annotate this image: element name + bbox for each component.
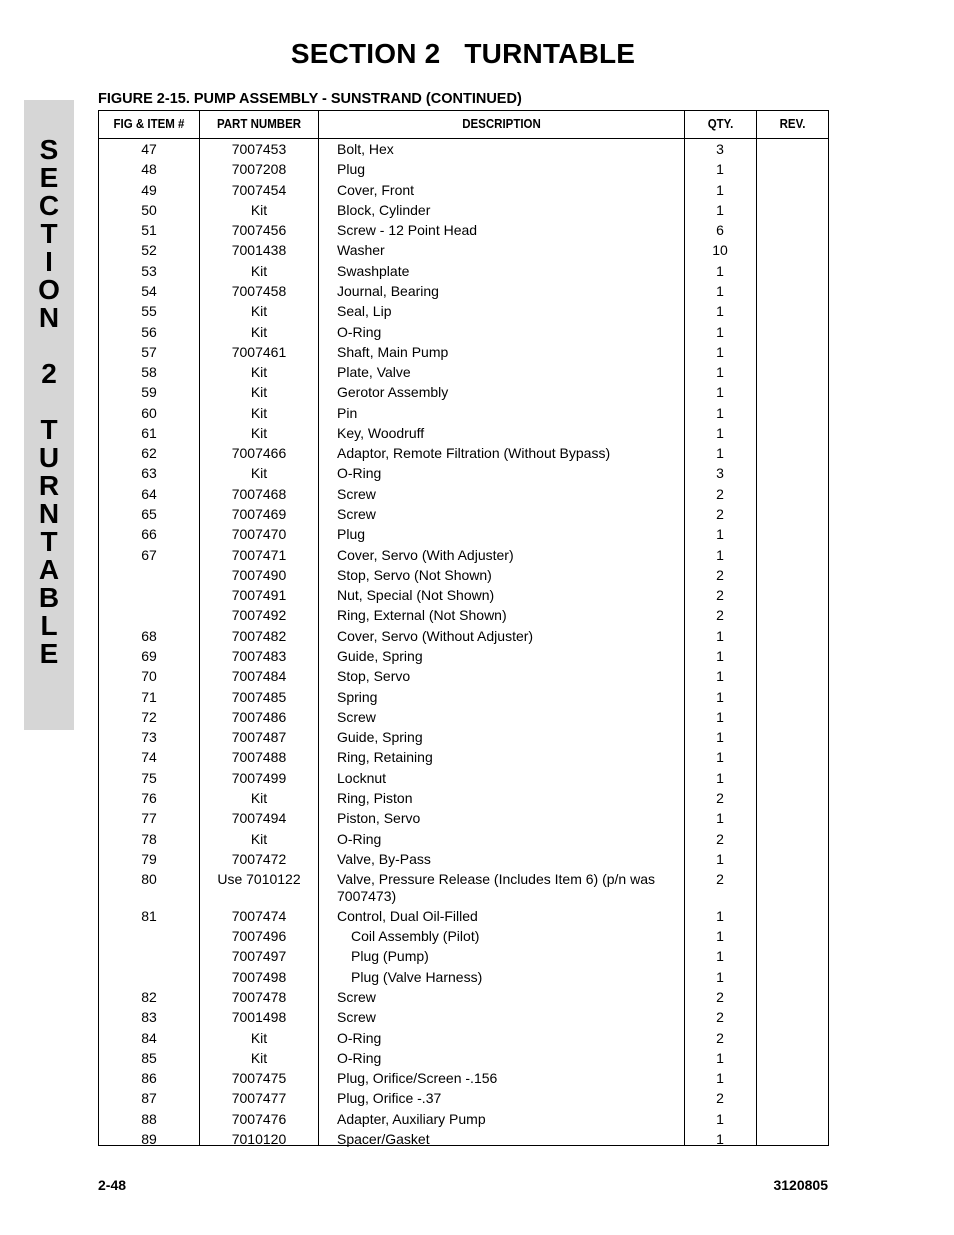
table-row [99,324,828,341]
part-number: Kit [250,323,268,340]
part-number: 7007483 [231,648,287,664]
quantity: 1 [716,948,724,965]
table-row [99,790,828,807]
table-row [99,384,828,401]
quantity: 1 [716,769,724,786]
header-divider [99,138,828,139]
description-continued: 7007473) [337,888,397,905]
description: Screw [337,1009,376,1026]
description: Pin [337,404,358,421]
part-number: Kit [250,404,268,421]
side-tab-letter: N [38,302,60,333]
quantity: 2 [716,485,724,502]
side-tab-letter: N [38,498,60,529]
part-number: 7007469 [231,506,287,523]
description: Plug [337,161,366,178]
description: Bolt, Hex [337,141,394,157]
table-row [99,1111,828,1128]
part-number: 7007470 [231,526,287,543]
table-row [99,1009,828,1026]
part-number: Kit [250,1029,268,1046]
quantity: 2 [716,1009,724,1026]
item-number: 60 [141,404,157,421]
item-number: 47 [141,141,157,157]
section-side-tab [24,100,74,730]
quantity: 1 [716,1049,724,1066]
description: Adaptor, Remote Filtration (Without Bypass) [337,445,611,462]
description: O-Ring [337,323,382,340]
description: Swashplate [337,262,410,279]
part-number: 7007474 [231,907,287,924]
table-row [99,871,828,905]
table-row [99,182,828,199]
parts-table [98,110,829,1146]
item-number: 73 [141,729,157,746]
side-tab-letter: I [45,246,53,277]
table-row [99,1050,828,1067]
item-number: 80 [141,871,157,888]
part-number: 7007454 [231,181,287,198]
description: Adapter, Auxiliary Pump [337,1110,486,1127]
quantity: 1 [716,968,724,985]
description: Cover, Front [337,181,415,198]
item-number: 54 [141,282,157,299]
part-number: 7007487 [231,729,287,746]
side-tab-letter: T [40,526,58,557]
item-number: 76 [141,789,157,806]
part-number: 7007499 [231,769,287,786]
table-row [99,709,828,726]
quantity: 2 [716,830,724,847]
part-number: 7007492 [231,607,287,624]
description: Ring, Retaining [337,749,433,766]
side-tab-letter [24,388,74,416]
quantity: 10 [712,242,728,259]
quantity: 1 [716,161,724,178]
part-number: 7007496 [231,928,287,945]
description: Stop, Servo [337,668,411,685]
part-number: 7007453 [231,141,287,157]
side-tab-letter: C [38,190,60,221]
item-number: 68 [141,627,157,644]
item-number: 59 [141,384,157,401]
item-number: 49 [141,181,157,198]
quantity: 1 [716,810,724,827]
part-number: 7007498 [231,968,287,985]
table-row [99,648,828,665]
description: Ring, Piston [337,789,413,806]
description: Valve, Pressure Release (Includes Item 6) (p/n was [337,871,655,888]
quantity: 6 [716,222,724,239]
side-tab-letter: B [38,582,60,613]
table-row [99,908,828,925]
part-number: Kit [250,384,268,401]
quantity: 1 [716,526,724,543]
table-row [99,303,828,320]
part-number: Kit [250,364,268,381]
quantity: 1 [716,201,724,218]
side-tab-letter: E [39,638,59,669]
quantity: 1 [716,364,724,381]
part-number: 7010120 [231,1130,287,1147]
header-part-number: PART NUMBER [216,117,302,131]
table-row [99,928,828,945]
table-row [99,222,828,239]
part-number: 7007468 [231,485,287,502]
table-row [99,729,828,746]
item-number: 65 [141,506,157,523]
table-row [99,851,828,868]
item-number: 71 [141,688,157,705]
description: Valve, By-Pass [337,850,431,867]
item-number: 79 [141,850,157,867]
item-number: 53 [141,262,157,279]
header-qty: QTY. [707,117,734,131]
item-number: 67 [141,546,157,563]
table-row [99,1090,828,1107]
item-number: 82 [141,988,157,1005]
item-number: 55 [141,303,157,320]
side-tab-letter: E [39,162,59,193]
table-row [99,161,828,178]
item-number: 78 [141,830,157,847]
figure-title: FIGURE 2-15. PUMP ASSEMBLY - SUNSTRAND (CONTINUED) [98,91,522,107]
item-number: 81 [141,907,157,924]
quantity: 1 [716,708,724,725]
section-title: SECTION 2 TURNTABLE [290,38,636,69]
quantity: 1 [716,343,724,360]
part-number: 7001438 [231,242,287,259]
table-row [99,689,828,706]
quantity: 1 [716,648,724,664]
item-number: 62 [141,445,157,462]
table-row [99,283,828,300]
description: Plate, Valve [337,364,411,381]
description: Screw [337,988,376,1005]
part-number: Kit [250,424,268,441]
part-number: 7007458 [231,282,287,299]
part-number: 7007485 [231,688,287,705]
part-number: 7007491 [231,587,287,604]
table-row [99,810,828,827]
quantity: 1 [716,1070,724,1087]
quantity: 2 [716,1029,724,1046]
table-row [99,1070,828,1087]
side-tab-letters [24,136,74,668]
description: Plug [337,526,366,543]
description: Spring [337,688,378,705]
table-row [99,547,828,564]
description: Guide, Spring [337,729,423,746]
item-number: 70 [141,668,157,685]
item-number: 75 [141,769,157,786]
quantity: 1 [716,1110,724,1127]
table-row [99,242,828,259]
item-number: 83 [141,1009,157,1026]
part-number: Kit [250,201,268,218]
part-number: Use 7010122 [217,871,301,888]
description: Spacer/Gasket [337,1130,430,1147]
item-number: 69 [141,648,157,664]
quantity: 2 [716,587,724,604]
header-rev: REV. [779,117,806,131]
description: O-Ring [337,1029,382,1046]
quantity: 1 [716,384,724,401]
quantity: 1 [716,850,724,867]
quantity: 1 [716,729,724,746]
part-number: 7007490 [231,566,287,583]
table-row [99,202,828,219]
table-row [99,486,828,503]
table-row [99,425,828,442]
item-number: 56 [141,323,157,340]
part-number: 7007497 [231,948,287,965]
quantity: 1 [716,928,724,945]
item-number: 51 [141,222,157,239]
description: Ring, External (Not Shown) [337,607,507,624]
quantity: 1 [716,1130,724,1147]
part-number: 7007476 [231,1110,287,1127]
description: Screw - 12 Point Head [337,222,478,239]
quantity: 1 [716,907,724,924]
part-number: 7007494 [231,810,287,827]
part-number: 7007461 [231,343,287,360]
item-number: 50 [141,201,157,218]
table-row [99,567,828,584]
quantity: 2 [716,506,724,523]
part-number: Kit [250,465,268,482]
side-tab-letter: T [40,218,58,249]
part-number: 7007482 [231,627,287,644]
table-row [99,989,828,1006]
part-number: Kit [250,830,268,847]
table-row [99,405,828,422]
description: Screw [337,485,376,502]
item-number: 64 [141,485,157,502]
part-number: 7007475 [231,1070,287,1087]
item-number: 52 [141,242,157,259]
header-item: FIG & ITEM # [113,117,185,131]
item-number: 88 [141,1110,157,1127]
part-number: 7007466 [231,445,287,462]
quantity: 1 [716,181,724,198]
item-number: 87 [141,1090,157,1107]
quantity: 2 [716,988,724,1005]
item-number: 48 [141,161,157,178]
part-number: 7001498 [231,1009,287,1026]
description: Shaft, Main Pump [337,343,449,360]
table-row [99,526,828,543]
part-number: 7007472 [231,850,287,867]
part-number: 7007477 [231,1090,287,1107]
quantity: 2 [716,1090,724,1107]
description: Plug, Orifice/Screen -.156 [337,1070,498,1087]
quantity: 1 [716,749,724,766]
part-number: 7007488 [231,749,287,766]
quantity: 3 [716,465,724,482]
part-number: 7007484 [231,668,287,685]
item-number: 66 [141,526,157,543]
part-number: 7007471 [231,546,287,563]
description: Cover, Servo (Without Adjuster) [337,627,534,644]
side-tab-letter: T [40,414,58,445]
part-number: Kit [250,1049,268,1066]
quantity: 1 [716,668,724,685]
description: Seal, Lip [337,303,392,320]
description: Cover, Servo (With Adjuster) [337,546,514,563]
description: Piston, Servo [337,810,421,827]
side-tab-letter: L [40,610,58,641]
item-number: 84 [141,1029,157,1046]
description: Journal, Bearing [337,282,439,299]
quantity: 1 [716,627,724,644]
quantity: 1 [716,404,724,421]
description: Washer [337,242,385,259]
side-tab-letter: S [39,134,59,165]
side-tab-letter: A [38,554,60,585]
description: Guide, Spring [337,648,423,664]
part-number: 7007456 [231,222,287,239]
description: O-Ring [337,465,382,482]
quantity: 2 [716,789,724,806]
quantity: 1 [716,546,724,563]
part-number: 7007208 [231,161,287,178]
description: Gerotor Assembly [337,384,449,401]
side-tab-letter: 2 [41,358,57,389]
table-row [99,668,828,685]
description: O-Ring [337,1049,382,1066]
table-row [99,749,828,766]
table-row [99,263,828,280]
part-number: Kit [250,262,268,279]
item-number: 89 [141,1130,157,1147]
description: Key, Woodruff [337,424,425,441]
table-row [99,1131,828,1148]
quantity: 1 [716,303,724,320]
table-row [99,831,828,848]
side-tab-letter: R [38,470,60,501]
table-row [99,141,828,158]
item-number: 57 [141,343,157,360]
table-row [99,506,828,523]
quantity: 1 [716,445,724,462]
quantity: 1 [716,323,724,340]
description: Stop, Servo (Not Shown) [337,566,492,583]
item-number: 63 [141,465,157,482]
table-row [99,445,828,462]
quantity: 2 [716,566,724,583]
quantity: 2 [716,871,724,888]
description: Plug, Orifice -.37 [337,1090,442,1107]
table-row [99,465,828,482]
part-number: 7007486 [231,708,287,725]
table-row [99,587,828,604]
document-number: 3120805 [773,1177,828,1193]
part-number: 7007478 [231,988,287,1005]
side-tab-letter: O [38,274,60,305]
page-number: 2-48 [98,1177,127,1193]
table-row [99,364,828,381]
quantity: 1 [716,262,724,279]
description: Coil Assembly (Pilot) [351,928,480,945]
item-number: 86 [141,1070,157,1087]
description: Locknut [337,769,387,786]
quantity: 3 [716,141,724,157]
item-number: 61 [141,424,157,441]
table-row [99,1030,828,1047]
item-number: 77 [141,810,157,827]
quantity: 1 [716,424,724,441]
description: Nut, Special (Not Shown) [337,587,495,604]
description: Screw [337,708,376,725]
quantity: 1 [716,688,724,705]
description: O-Ring [337,830,382,847]
table-row [99,344,828,361]
quantity: 1 [716,282,724,299]
description: Screw [337,506,376,523]
item-number: 72 [141,708,157,725]
header-description: DESCRIPTION [462,117,541,131]
table-row [99,628,828,645]
table-row [99,607,828,624]
part-number: Kit [250,789,268,806]
side-tab-letter: U [38,442,60,473]
description: Plug (Valve Harness) [351,968,483,985]
item-number: 85 [141,1049,157,1066]
side-tab-letter [24,332,74,360]
table-row [99,948,828,965]
quantity: 2 [716,607,724,624]
description: Plug (Pump) [351,948,429,965]
item-number: 58 [141,364,157,381]
table-row [99,969,828,986]
description: Block, Cylinder [337,201,431,218]
description: Control, Dual Oil-Filled [337,907,478,924]
table-row [99,770,828,787]
item-number: 74 [141,749,157,766]
part-number: Kit [250,303,268,320]
